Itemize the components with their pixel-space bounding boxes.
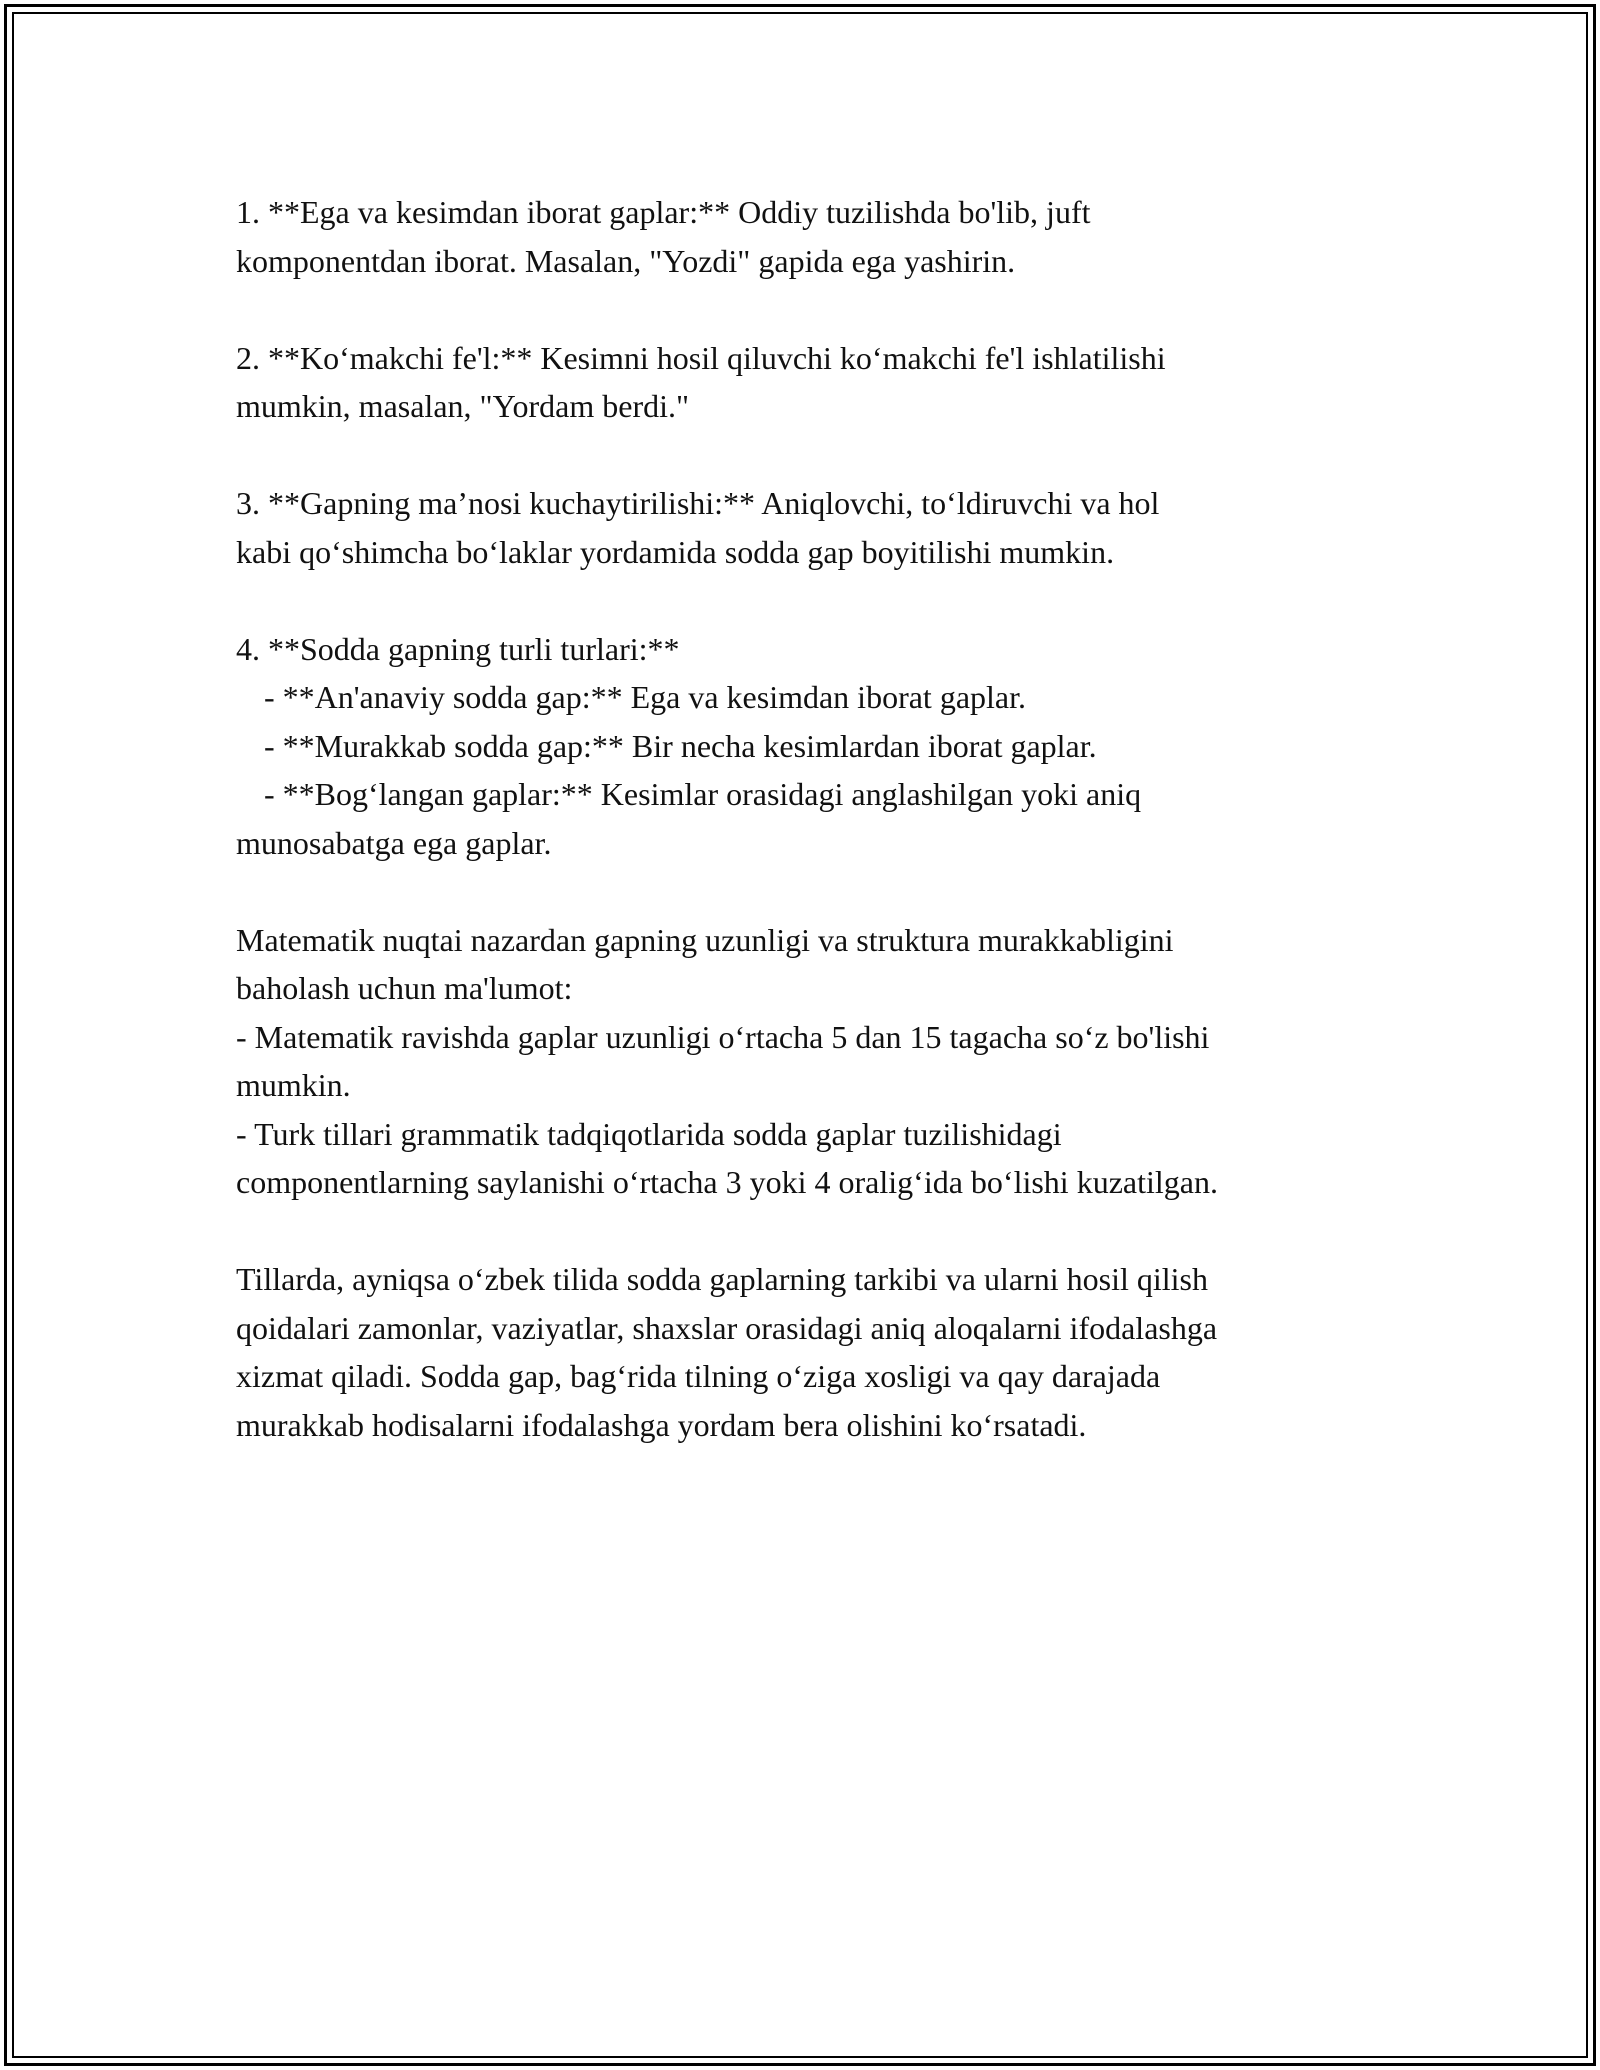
list-item: - **Bog‘langan gaplar:** Kesimlar orasidagi anglashilgan yoki aniq <box>264 776 1142 812</box>
paragraph-5 <box>236 916 1406 1207</box>
text-line: mumkin. <box>236 1067 351 1103</box>
text-line: - Turk tillari grammatik tadqiqotlarida sodda gaplar tuzilishidagi <box>236 1115 1062 1152</box>
text-line: - Matematik ravishda gaplar uzunligi o‘rtacha 5 dan 15 tagacha so‘z bo'lishi <box>236 1018 1210 1055</box>
paragraph-3 <box>236 479 1406 576</box>
text-line: Tillarda, ayniqsa o‘zbek tilida sodda gaplarning tarkibi va ularni hosil qilish <box>236 1261 1208 1297</box>
text-line: baholash uchun ma'lumot: <box>236 970 573 1006</box>
text-line: xizmat qiladi. Sodda gap, bag‘rida tilning o‘ziga xosligi va qay darajada <box>236 1358 1161 1394</box>
list-item: - **An'anaviy sodda gap:** Ega va kesimdan iborat gaplar. <box>264 679 1026 715</box>
text-line: 1. **Ega va kesimdan iborat gaplar:** Oddiy tuzilishda bo'lib, juft <box>236 194 1091 230</box>
text-line: mumkin, masalan, "Yordam berdi." <box>236 388 690 424</box>
text-line: componentlarning saylanishi o‘rtacha 3 yoki 4 oralig‘ida bo‘lishi kuzatilgan. <box>236 1164 1218 1200</box>
list-item: - **Murakkab sodda gap:** Bir necha kesimlardan iborat gaplar. <box>264 727 1097 764</box>
paragraph-1 <box>236 188 1406 285</box>
document-body <box>236 188 1406 1498</box>
list-heading: 4. **Sodda gapning turli turlari:** <box>236 630 680 667</box>
text-line: munosabatga ega gaplar. <box>236 824 552 861</box>
paragraph-6 <box>236 1255 1406 1449</box>
paragraph-4-list <box>236 625 1406 868</box>
text-line: Matematik nuqtai nazardan gapning uzunligi va struktura murakkabligini <box>236 921 1174 958</box>
text-line: murakkab hodisalarni ifodalashga yordam bera olishini ko‘rsatadi. <box>236 1406 1087 1443</box>
text-line: qoidalari zamonlar, vaziyatlar, shaxslar orasidagi aniq aloqalarni ifodalashga <box>236 1309 1218 1346</box>
text-line: 2. **Ko‘makchi fe'l:** Kesimni hosil qiluvchi ko‘makchi fe'l ishlatilishi <box>236 339 1166 376</box>
paragraph-2 <box>236 334 1406 431</box>
text-line: komponentdan iborat. Masalan, "Yozdi" gapida ega yashirin. <box>236 242 1016 279</box>
text-line: kabi qo‘shimcha bo‘laklar yordamida sodda gap boyitilishi mumkin. <box>236 533 1115 570</box>
text-line: 3. **Gapning ma’nosi kuchaytirilishi:** Aniqlovchi, to‘ldiruvchi va hol <box>236 485 1160 521</box>
